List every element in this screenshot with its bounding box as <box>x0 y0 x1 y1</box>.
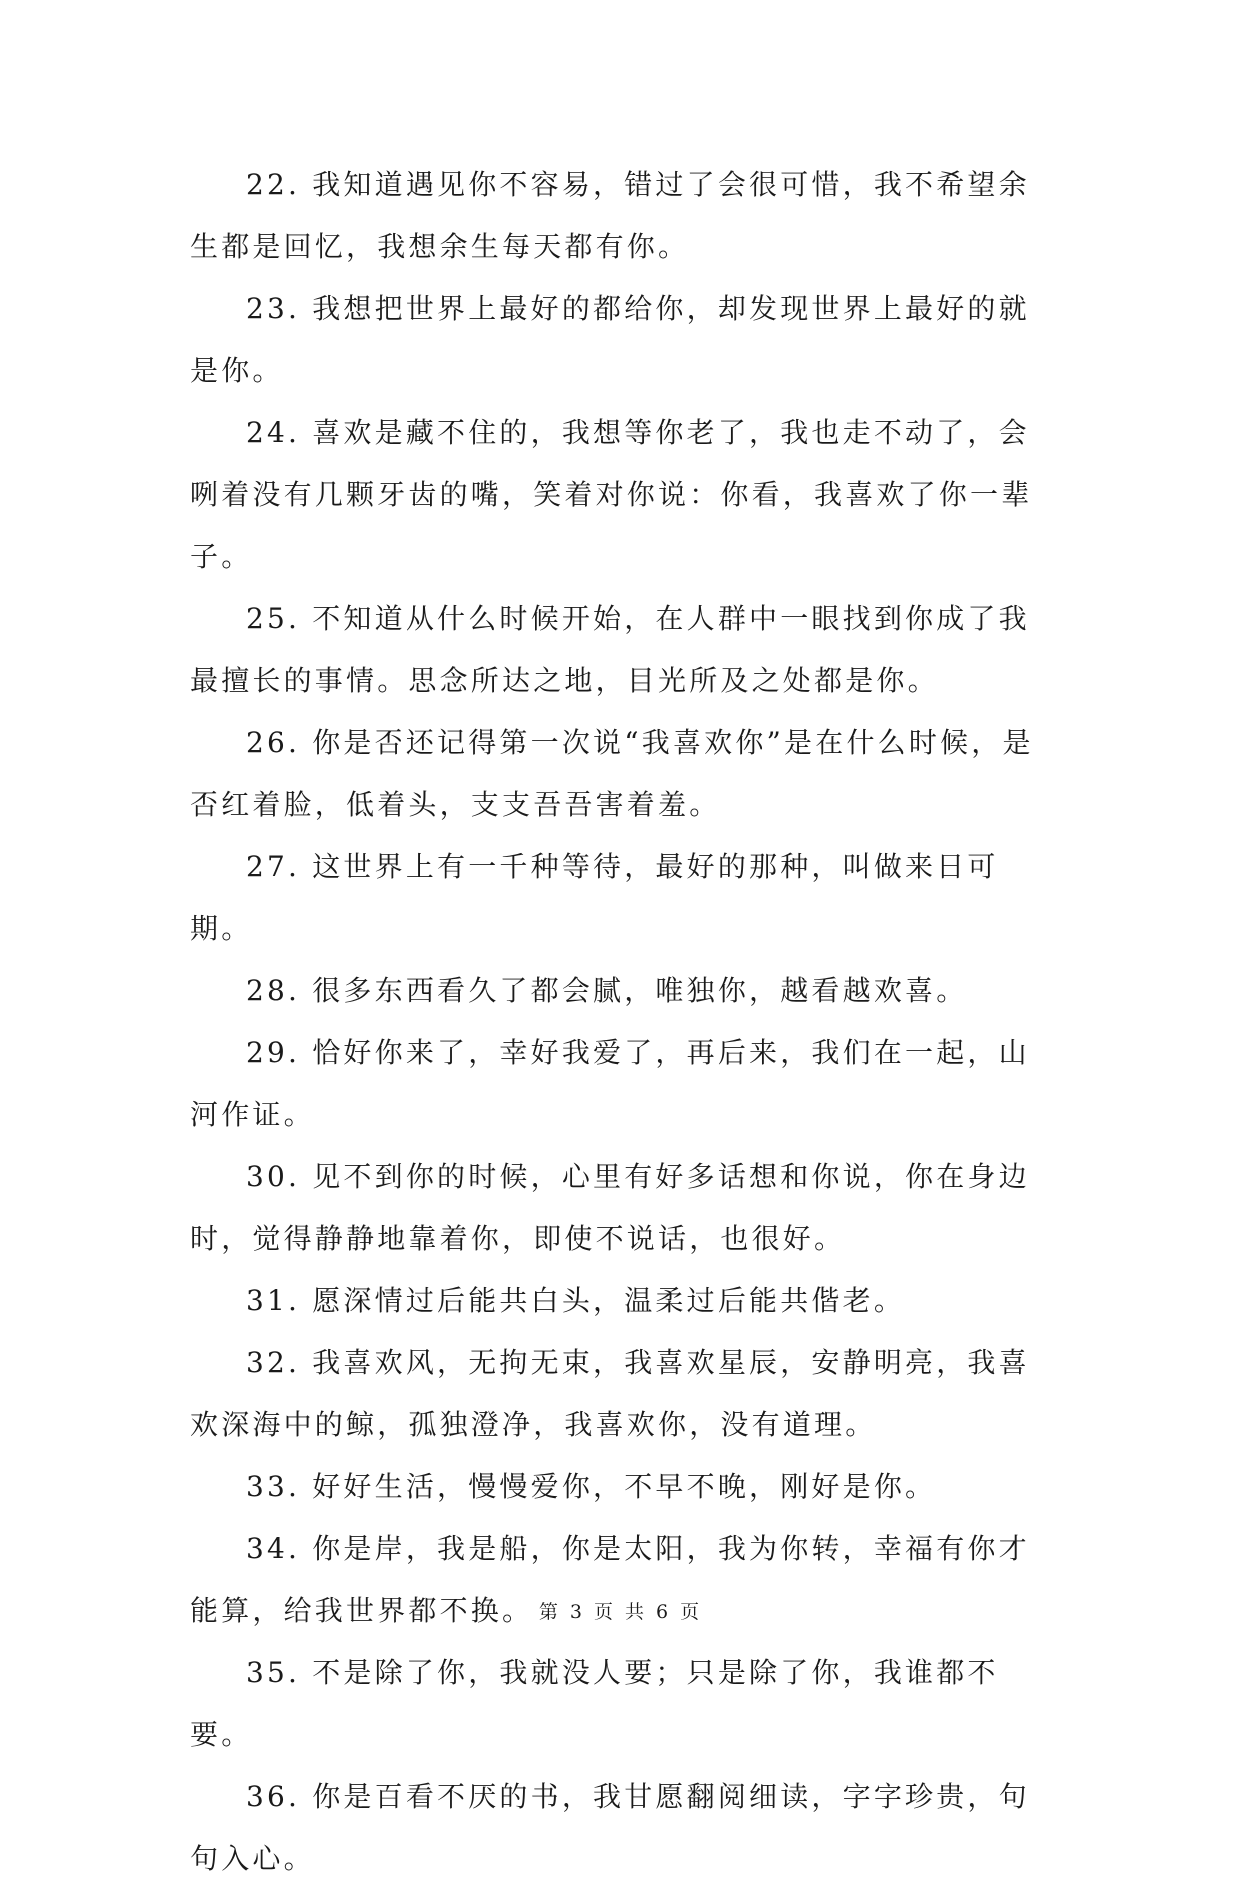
paragraph-27: 27. 这世界上有一千种等待，最好的那种，叫做来日可期。 <box>190 850 999 945</box>
paragraph-30: 30. 见不到你的时候，心里有好多话想和你说，你在身边时，觉得静静地靠着你，即使不说话，也很好。 <box>190 1160 1030 1255</box>
paragraph-24: 24. 喜欢是藏不住的，我想等你老了，我也走不动了，会咧着没有几颗牙齿的嘴，笑着对你说：你看，我喜欢了你一辈子。 <box>190 416 1033 573</box>
paragraph-23: 23. 我想把世界上最好的都给你，却发现世界上最好的就是你。 <box>190 292 1030 387</box>
paragraph-31: 31. 愿深情过后能共白头，温柔过后能共偕老。 <box>246 1284 906 1317</box>
paragraph-32: 32. 我喜欢风，无拘无束，我喜欢星辰，安静明亮，我喜欢深海中的鲸，孤独澄净，我喜欢你，没有道理。 <box>190 1346 1030 1441</box>
document-body <box>190 154 1056 1890</box>
paragraph-25: 25. 不知道从什么时候开始，在人群中一眼找到你成了我最擅长的事情。思念所达之地，目光所及之处都是你。 <box>190 602 1030 697</box>
paragraph-36: 36. 你是百看不厌的书，我甘愿翻阅细读，字字珍贵，句句入心。 <box>190 1780 1030 1875</box>
paragraph-26: 26. 你是否还记得第一次说“我喜欢你”是在什么时候，是否红着脸，低着头，支支吾吾害着羞。 <box>190 726 1034 821</box>
page-footer <box>0 1597 1241 1624</box>
paragraph-35: 35. 不是除了你，我就没人要；只是除了你，我谁都不要。 <box>190 1656 999 1751</box>
paragraph-22: 22. 我知道遇见你不容易，错过了会很可惜，我不希望余生都是回忆，我想余生每天都有你。 <box>190 168 1030 263</box>
paragraph-34: 34. 你是岸，我是船，你是太阳，我为你转，幸福有你才能算，给我世界都不换。 <box>190 1532 1030 1627</box>
paragraph-33: 33. 好好生活，慢慢爱你，不早不晚，刚好是你。 <box>246 1470 937 1503</box>
paragraph-29: 29. 恰好你来了，幸好我爱了，再后来，我们在一起，山河作证。 <box>190 1036 1030 1131</box>
paragraph-28: 28. 很多东西看久了都会腻，唯独你，越看越欢喜。 <box>246 974 968 1007</box>
page-number-label: 第 3 页 共 6 页 <box>538 1601 703 1623</box>
